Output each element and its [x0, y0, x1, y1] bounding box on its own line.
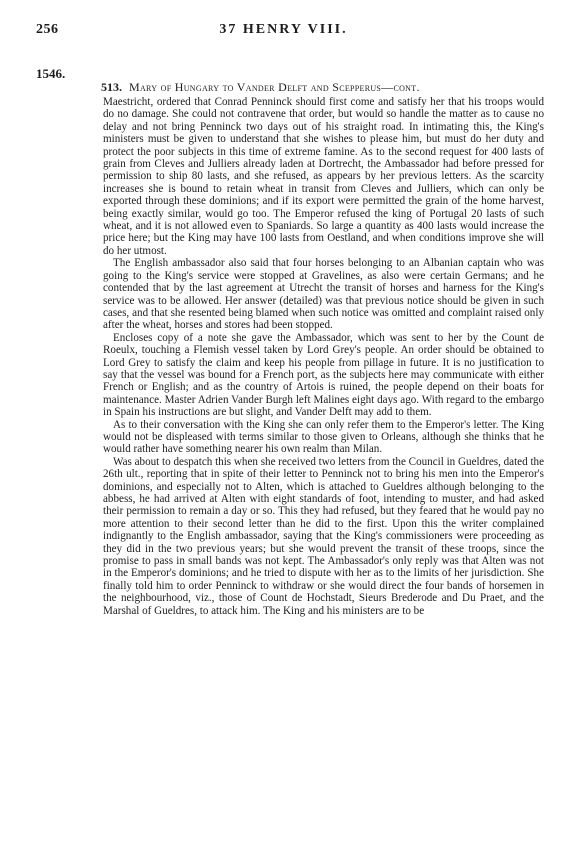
- running-head: 37 HENRY VIII.: [219, 22, 348, 37]
- paragraph: Maestricht, ordered that Conrad Penninck should first come and satisfy her that his troops would do no damage. She could not contravene that order, but would so handle the matter as to cause no delay and not bring Penninck two days out of his straight road. In intimating this, the King's ministers must be given to understand that she wishes to please him, but must do her duty and protect the poor subjects in this time of extreme famine. As to the second request for 400 lasts of grain from Cleves and Julliers already laden at Dortrecht, the Ambassador had before pressed for permission to ship 80 lasts, and she refused, as appears by her previous letters. As the scarcity increases she is bound to retain wheat in transit from Cleves and Julliers, which can only be exported through these dominions; and if its export were permitted the grain of the home harvest, being exactly similar, would go too. The Emperor refused the king of Portugal 20 lasts of such wheat, and it is not allowed even to Spaniards. So large a quantity as 400 lasts would increase the price here; but the King may have 100 lasts from Oestland, and when conditions improve she will do her utmost.: [103, 96, 544, 257]
- paragraph: Encloses copy of a note she gave the Ambassador, which was sent to her by the Count de Roeulx, touching a Flemish vessel taken by Lord Grey's people. An order should be obtained to Lord Grey to satisfy the claim and keep his people from pillage in future. It is no justification to say that the vessel was bound for a French port, as the subjects here may communicate with either French or English; and as the country of Artois is ruined, the people depend on their boats for maintenance. Master Adrien Vander Burgh left Malines eight days ago. With regard to the embargo in Spain his instructions are but slight, and Vander Delft may add to them.: [103, 331, 544, 419]
- document-title: Mary of Hungary to Vander Delft and Scepperus—cont.: [129, 80, 420, 94]
- paragraph: Was about to despatch this when she received two letters from the Council in Gueldres, dated the 26th ult., reporting that in spite of their letter to Penninck not to bring his men into the Emperor's dominions, and especially not to Alten, which is attached to Gueldres although belonging to the abbess, he had arrived at Alten with eight standards of foot, intending to muster, and had asked their permission to remain a day or so. This they had refused, but they feared that he would pay no more attention to their second letter than he did to the first. Upon this the writer complained indignantly to the English ambassador, saying that the King's commissioners were proceeding as they did in the two previous years; but she would prevent the transit of these troops, since the promise to pass in small bands was not kept. The Ambassador's only reply was that Alten was not in the Emperor's dominions; and he tried to dispute with her as to the limits of her jurisdiction. She finally told him to order Penninck to withdraw or she would direct the four bands of horsemen in the neighbourhood, viz., those of Count de Hochstadt, Sieurs Brederode and Du Praet, and the Marshal of Gueldres, to attack him. The King and his ministers are to be: [103, 455, 544, 617]
- page-number: 256: [36, 22, 59, 37]
- margin-year: 1546.: [36, 66, 66, 81]
- document-heading: [101, 80, 420, 95]
- paragraph: As to their conversation with the King she can only refer them to the Emperor's letter. The King would not be displeased with terms similar to those given to Orleans, although she thinks that he would rather have something nearer his own realm than Milan.: [103, 418, 544, 456]
- document-number: 513.: [101, 80, 122, 94]
- paragraph: The English ambassador also said that four horses belonging to an Albanian captain who was going to the King's service were stopped at Gravelines, as also were certain Germans; and he contended that by the last agreement at Utrecht the transit of horses and harness for the King's service was to be allowed. Her answer (detailed) was that previous notice should be given in such cases, and that she resented being blamed when such notice was omitted and complaint raised only after the wheat, horses and stores had been stopped.: [103, 257, 544, 332]
- document-body: [103, 96, 544, 617]
